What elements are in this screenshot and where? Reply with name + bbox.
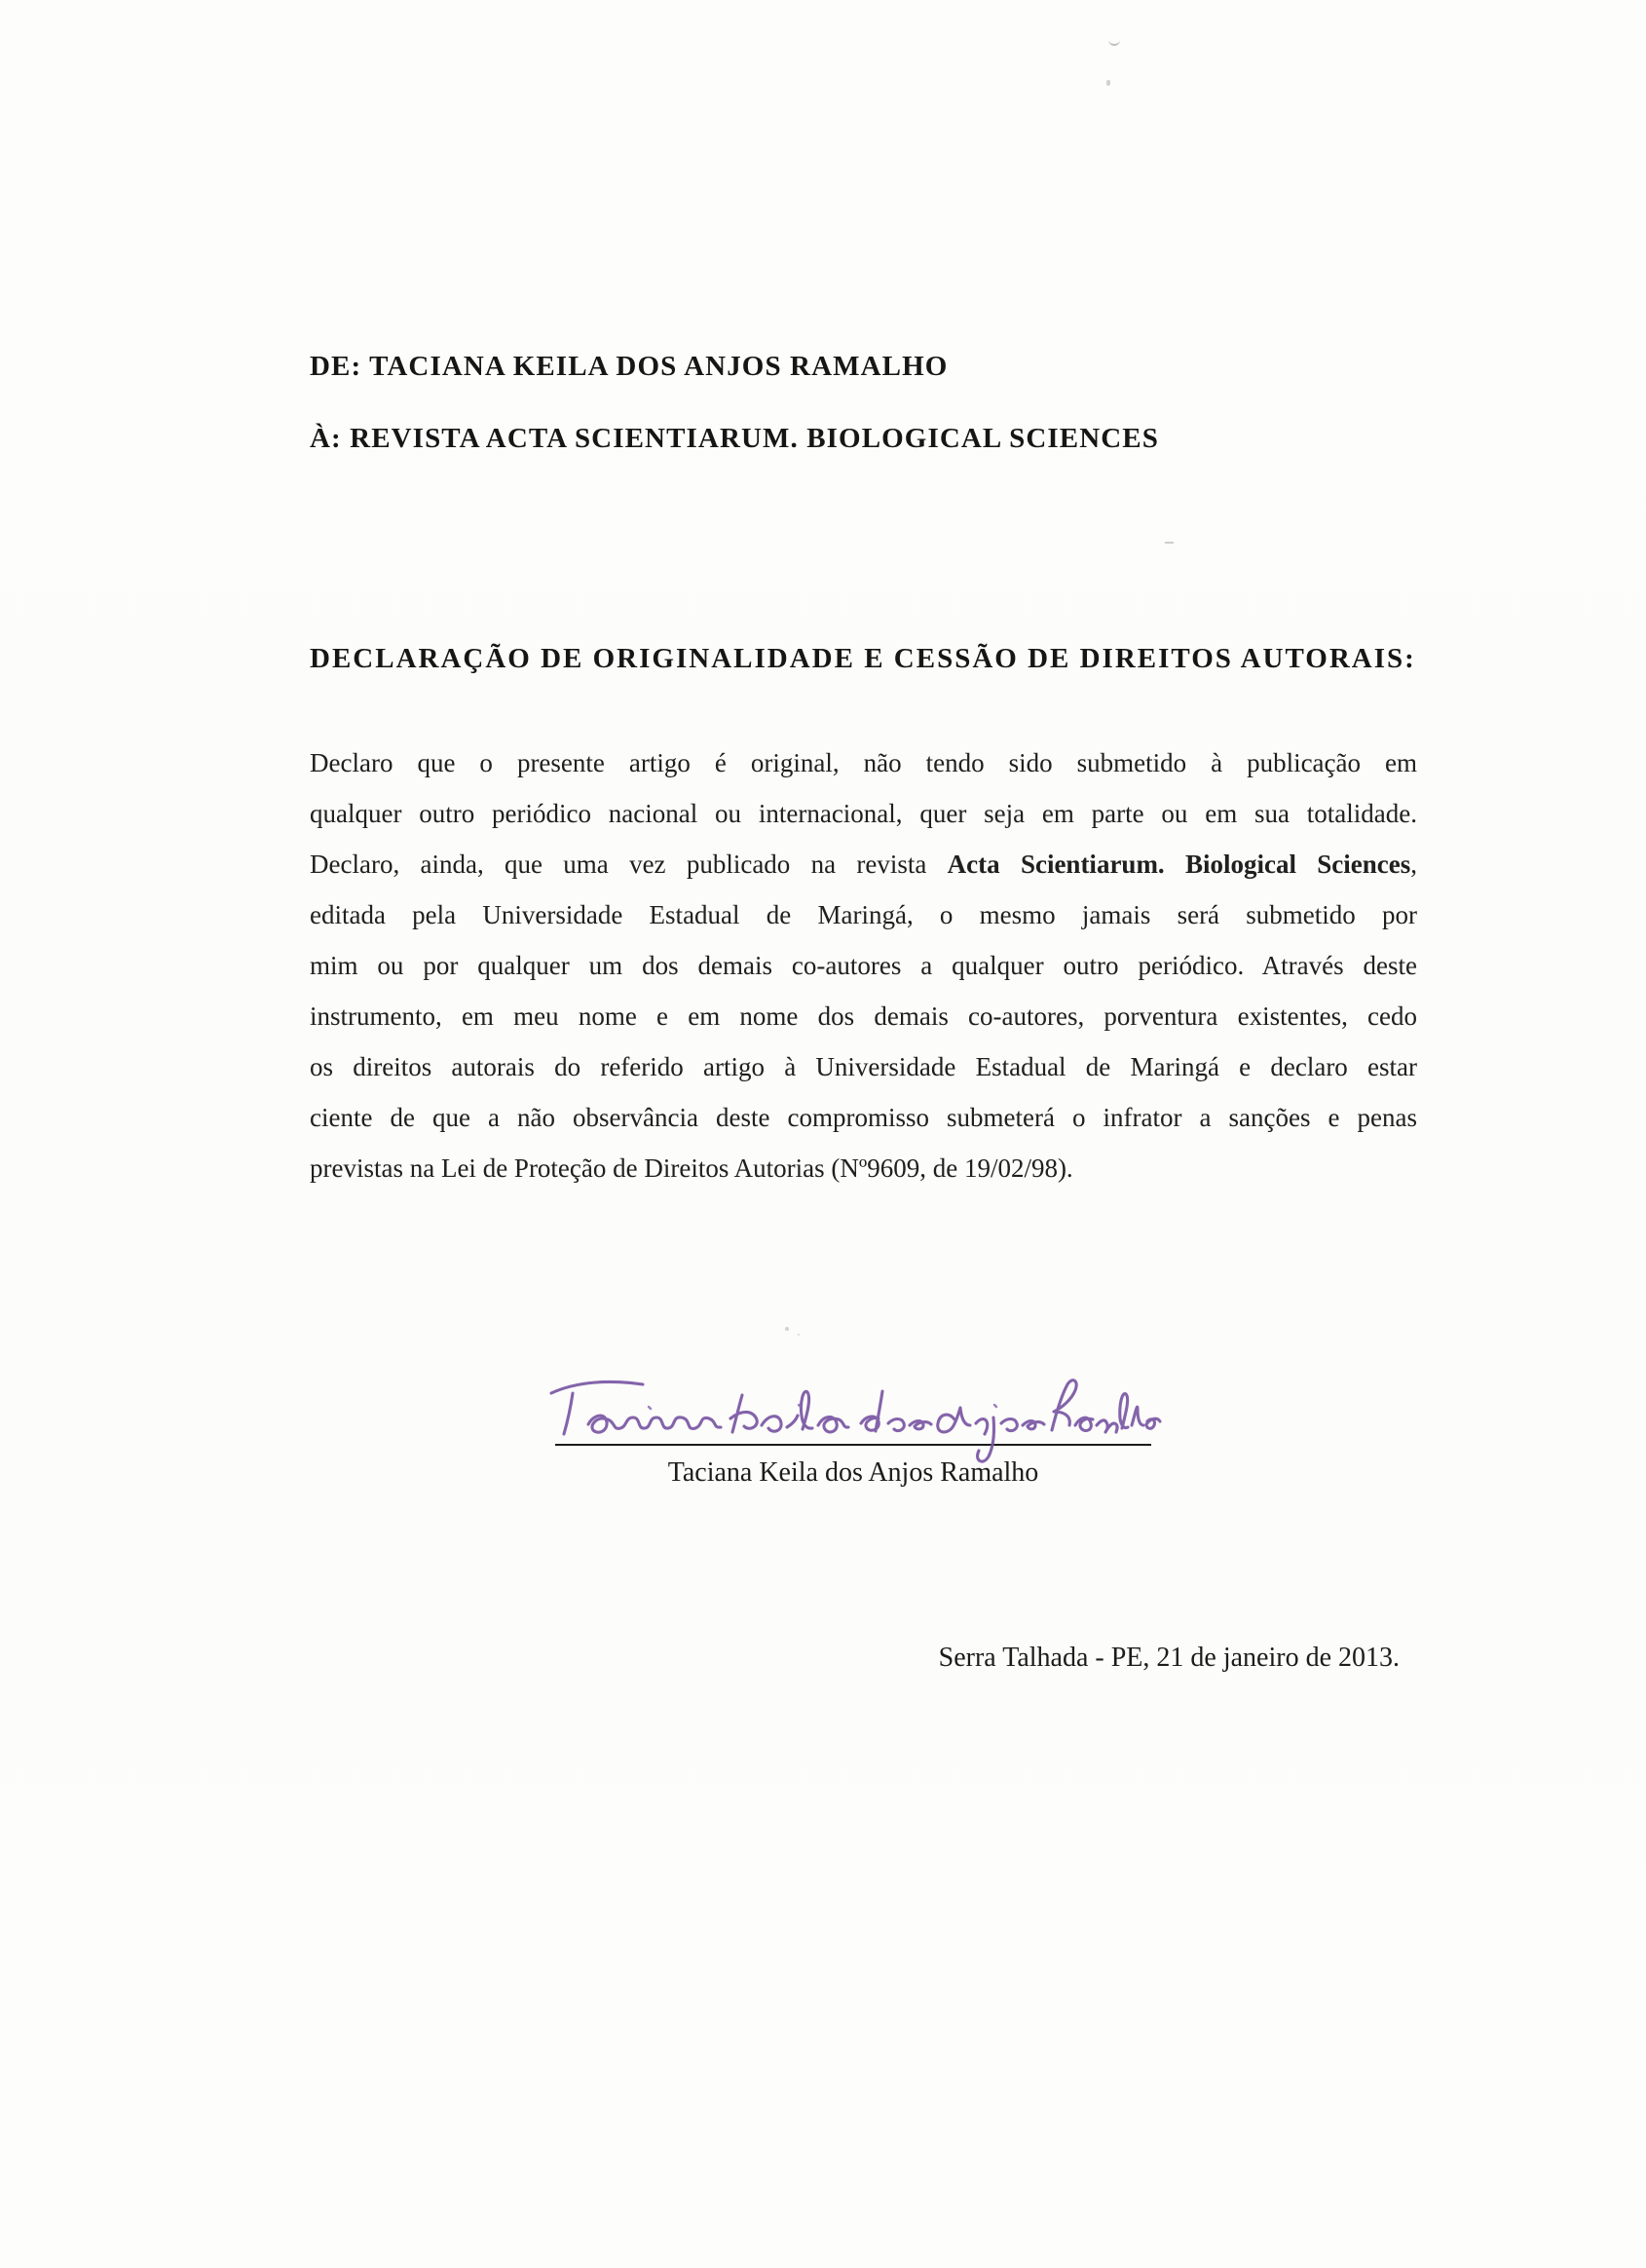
body-line: Declaro que o presente artigo é original, não tendo sido submetido à publicação em xyxy=(310,748,1417,777)
body-line: previstas na Lei de Proteção de Direitos Autorias (Nº9609, de 19/02/98). xyxy=(310,1153,1073,1183)
body-line: qualquer outro periódico nacional ou internacional, quer seja em parte ou em sua totalidade. xyxy=(310,799,1417,828)
body-line: editada pela Universidade Estadual de Maringá, o mesmo jamais será submetido por xyxy=(310,900,1417,929)
scan-artifact xyxy=(1106,80,1110,86)
scan-artifact xyxy=(785,1327,789,1331)
to-line: À: REVISTA ACTA SCIENTIARUM. BIOLOGICAL SCIENCES xyxy=(310,423,1159,454)
signature-line xyxy=(555,1444,1151,1446)
body-line-text: , xyxy=(1410,850,1418,879)
body-line: mim ou por qualquer um dos demais co-autores a qualquer outro periódico. Através deste xyxy=(310,951,1417,980)
body-line xyxy=(310,839,1417,889)
scan-artifact xyxy=(1108,37,1120,46)
body-line: ciente de que a não observância deste compromisso submeterá o infrator a sanções e penas xyxy=(310,1103,1417,1132)
body-line-text: Declaro, ainda, que uma vez publicado na revista xyxy=(310,850,948,879)
declaration-title: DECLARAÇÃO DE ORIGINALIDADE E CESSÃO DE DIREITOS AUTORAIS: xyxy=(310,643,1416,674)
scan-artifact xyxy=(1165,542,1174,544)
from-line: DE: TACIANA KEILA DOS ANJOS RAMALHO xyxy=(310,351,949,382)
journal-name-bold: Acta Scientiarum. Biological Sciences xyxy=(947,850,1411,879)
declaration-body xyxy=(310,737,1417,1193)
body-line: instrumento, em meu nome e em nome dos demais co-autores, porventura existentes, cedo xyxy=(310,1002,1417,1031)
place-date-line: Serra Talhada - PE, 21 de janeiro de 2013. xyxy=(938,1643,1400,1673)
body-line: os direitos autorais do referido artigo à Universidade Estadual de Maringá e declaro estar xyxy=(310,1052,1417,1081)
signature-printed-name: Taciana Keila dos Anjos Ramalho xyxy=(667,1457,1039,1488)
